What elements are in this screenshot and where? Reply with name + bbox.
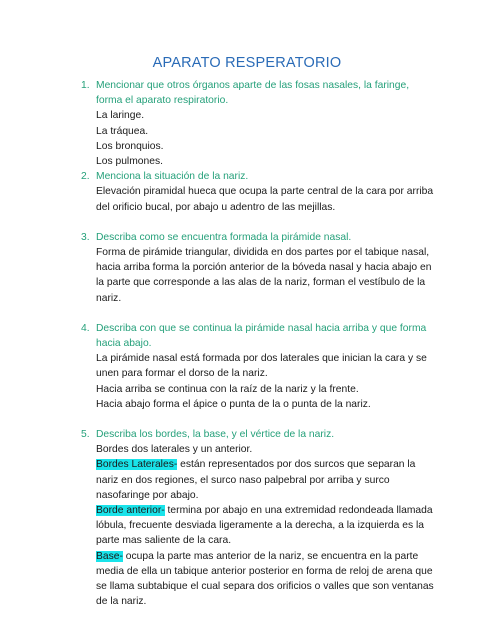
- answer-line: Hacia arriba se continua con la raíz de la nariz y la frente.: [96, 383, 359, 395]
- spacer: [76, 412, 436, 427]
- question-number: 4.: [81, 322, 90, 334]
- question-text: Mencionar que otros órganos aparte de las fosas nasales, la faringe, forma el aparato respiratorio.: [96, 80, 410, 107]
- answer-paragraph: Forma de pirámide triangular, dividida en dos partes por el tabique nasal, hacia arriba forma la porción anterior de la bóveda nasal y hacia abajo en la parte que corresponde a las alas de la nariz, forman el vestíbulo de la nariz.: [96, 247, 432, 304]
- question-number: 3.: [81, 231, 90, 243]
- term-definition: están representados por dos surcos que separan la nariz en dos regiones, el surco naso palpebral por arriba y surco nasofaringe por abajo.: [96, 459, 416, 501]
- term-paragraph-bordes-laterales: [76, 457, 436, 503]
- question-2: [76, 169, 436, 184]
- question-number: 2.: [81, 171, 90, 183]
- question-text: Menciona la situación de la nariz.: [96, 171, 249, 183]
- question-5: [76, 427, 436, 442]
- answer-line: Hacia abajo forma el ápice o punta de la o punta de la nariz.: [96, 398, 371, 410]
- answer-paragraph: La pirámide nasal está formada por dos laterales que inician la cara y se unen para formar el dorso de la nariz.: [96, 353, 427, 380]
- highlighted-term: Base-: [96, 550, 123, 562]
- answer-line: Los pulmones.: [96, 156, 163, 168]
- highlighted-term: Borde anterior-: [96, 505, 165, 517]
- answer-line: La tráquea.: [96, 125, 149, 137]
- question-number: 5.: [81, 429, 90, 441]
- question-number: 1.: [81, 80, 90, 91]
- term-definition: ocupa la parte mas anterior de la nariz, se encuentra en la parte media de ella un tabique anterior posterior en forma de reloj de arena que se llama subtabique el cual separa dos orificios o valles que son ventanas de la nariz.: [96, 550, 434, 608]
- document-title: APARATO RESPERATORIO: [152, 55, 342, 71]
- question-text: Describa los bordes, la base, y el vértice de la nariz.: [96, 429, 335, 441]
- answer-paragraph: Elevación piramidal hueca que ocupa la parte central de la cara por arriba del orificio bucal, por abajo u adentro de las mejillas.: [96, 186, 434, 213]
- document-body: [76, 78, 436, 610]
- term-paragraph-borde-anterior: [76, 503, 436, 549]
- spacer: [76, 306, 436, 321]
- answer-line: La laringe.: [96, 110, 145, 122]
- answer-intro: Bordes dos laterales y un anterior.: [96, 444, 253, 456]
- term-definition: termina por abajo en una extremidad redondeada llamada lóbula, frecuente desviada ligeramente a la derecha, a la izquierda es la parte mas saliente de la cara.: [96, 505, 433, 547]
- spacer: [76, 215, 436, 230]
- question-text: Describa con que se continua la pirámide nasal hacia arriba y que forma hacia abajo.: [96, 322, 427, 350]
- term-paragraph-base: [76, 549, 436, 610]
- question-text: Describa como se encuentra formada la pirámide nasal.: [96, 231, 352, 243]
- question-1: [76, 78, 436, 108]
- answer-line: Los bronquios.: [96, 140, 164, 152]
- highlighted-term: Bordes Laterales-: [96, 459, 178, 471]
- question-4: [76, 321, 436, 351]
- question-3: [76, 230, 436, 245]
